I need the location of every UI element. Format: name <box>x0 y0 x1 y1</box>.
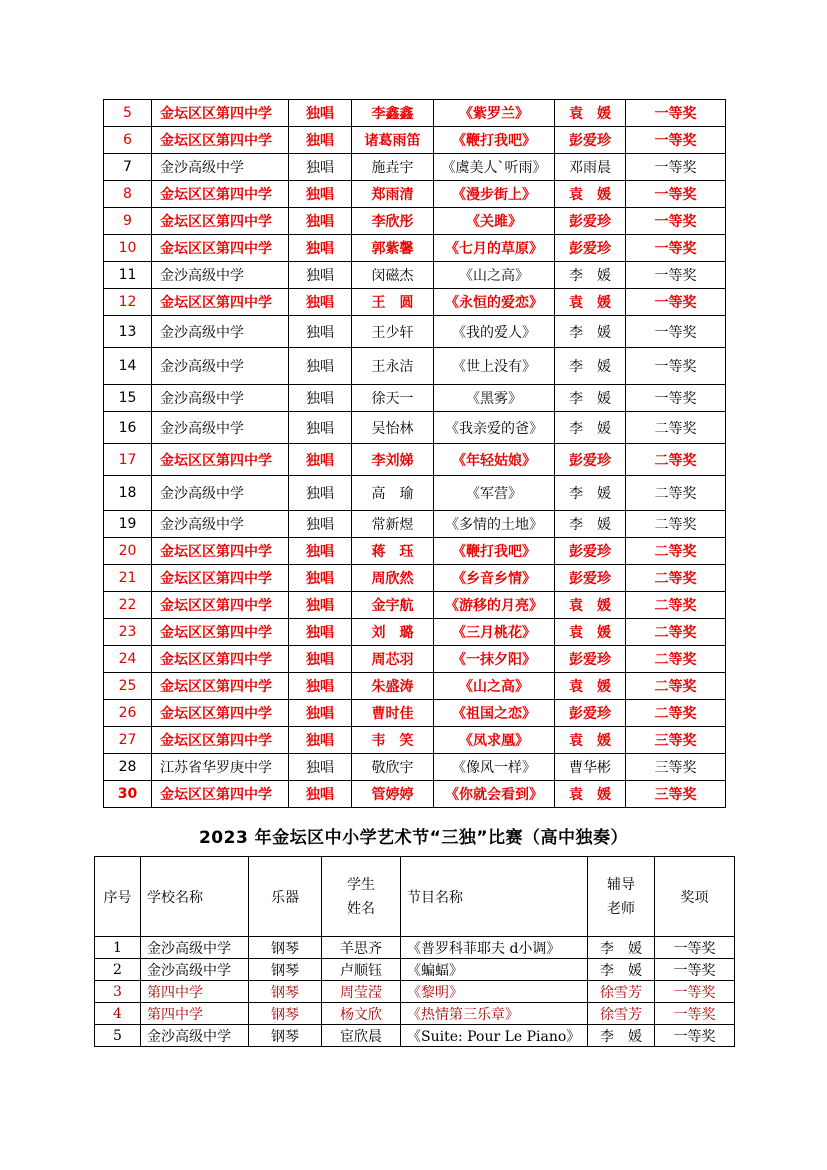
cell-type: 独唱 <box>289 444 352 476</box>
cell-award: 一等奖 <box>626 262 726 289</box>
table-row <box>95 981 735 1003</box>
cell-school: 金沙高级中学 <box>152 412 289 444</box>
cell-program: 《世上没有》 <box>434 348 555 385</box>
cell-school: 金沙高级中学 <box>152 511 289 538</box>
cell-school: 金沙高级中学 <box>141 1025 249 1047</box>
cell-type: 独唱 <box>289 235 352 262</box>
cell-teacher: 袁 媛 <box>555 673 626 700</box>
cell-teacher: 袁 媛 <box>555 592 626 619</box>
table-row <box>104 235 726 262</box>
cell-student: 金宇航 <box>352 592 434 619</box>
cell-award: 二等奖 <box>626 538 726 565</box>
cell-school: 金沙高级中学 <box>152 154 289 181</box>
cell-no: 3 <box>95 981 141 1003</box>
cell-award: 二等奖 <box>626 511 726 538</box>
cell-no: 17 <box>104 444 152 476</box>
table-row <box>104 781 726 808</box>
cell-student: 宦欣晨 <box>322 1025 401 1047</box>
cell-type: 独唱 <box>289 673 352 700</box>
cell-award: 二等奖 <box>626 592 726 619</box>
cell-no: 11 <box>104 262 152 289</box>
cell-school: 金沙高级中学 <box>152 316 289 348</box>
cell-award: 一等奖 <box>655 959 735 981</box>
cell-award: 二等奖 <box>626 700 726 727</box>
cell-award: 一等奖 <box>626 208 726 235</box>
cell-teacher: 彭爱珍 <box>555 208 626 235</box>
cell-no: 13 <box>104 316 152 348</box>
cell-no: 30 <box>104 781 152 808</box>
table-row <box>104 100 726 127</box>
table-row <box>104 289 726 316</box>
cell-type: 独唱 <box>289 412 352 444</box>
cell-program: 《鞭打我吧》 <box>434 538 555 565</box>
cell-award: 一等奖 <box>626 154 726 181</box>
cell-student: 周莹滢 <box>322 981 401 1003</box>
cell-student: 郑雨清 <box>352 181 434 208</box>
table-row <box>104 476 726 511</box>
cell-instrument: 钢琴 <box>249 959 322 981</box>
header-teacher-line1: 辅导 <box>607 876 635 893</box>
cell-teacher: 李 媛 <box>555 348 626 385</box>
cell-no: 10 <box>104 235 152 262</box>
cell-teacher: 彭爱珍 <box>555 565 626 592</box>
cell-student: 高 瑜 <box>352 476 434 511</box>
instrumental-table <box>94 856 735 1047</box>
cell-type: 独唱 <box>289 511 352 538</box>
cell-program: 《永恒的爱恋》 <box>434 289 555 316</box>
cell-no: 16 <box>104 412 152 444</box>
cell-program: 《黑雾》 <box>434 385 555 412</box>
cell-no: 5 <box>104 100 152 127</box>
cell-teacher: 彭爱珍 <box>555 444 626 476</box>
cell-student: 吴怡林 <box>352 412 434 444</box>
cell-award: 一等奖 <box>626 235 726 262</box>
cell-school: 金沙高级中学 <box>152 385 289 412</box>
cell-school: 金坛区区第四中学 <box>152 673 289 700</box>
cell-no: 8 <box>104 181 152 208</box>
cell-type: 独唱 <box>289 565 352 592</box>
cell-type: 独唱 <box>289 592 352 619</box>
cell-student: 施垚宇 <box>352 154 434 181</box>
table-row <box>95 1003 735 1025</box>
cell-award: 一等奖 <box>626 385 726 412</box>
cell-teacher: 袁 媛 <box>555 781 626 808</box>
cell-program: 《我亲爱的爸》 <box>434 412 555 444</box>
cell-student: 周欣然 <box>352 565 434 592</box>
cell-no: 7 <box>104 154 152 181</box>
cell-instrument: 钢琴 <box>249 937 322 959</box>
cell-instrument: 钢琴 <box>249 1003 322 1025</box>
cell-program: 《漫步街上》 <box>434 181 555 208</box>
cell-school: 江苏省华罗庚中学 <box>152 754 289 781</box>
header-no: 序号 <box>95 857 141 937</box>
cell-student: 常新煜 <box>352 511 434 538</box>
table-row <box>104 700 726 727</box>
cell-school: 金坛区区第四中学 <box>152 208 289 235</box>
cell-type: 独唱 <box>289 476 352 511</box>
cell-award: 三等奖 <box>626 754 726 781</box>
cell-program: 《一抹夕阳》 <box>434 646 555 673</box>
cell-student: 蒋 珏 <box>352 538 434 565</box>
cell-program: 《年轻姑娘》 <box>434 444 555 476</box>
cell-award: 二等奖 <box>626 565 726 592</box>
table-row <box>104 444 726 476</box>
cell-program: 《Suite: Pour Le Piano》 <box>401 1025 588 1047</box>
table-row <box>104 154 726 181</box>
cell-school: 金坛区区第四中学 <box>152 100 289 127</box>
cell-award: 二等奖 <box>626 646 726 673</box>
cell-no: 28 <box>104 754 152 781</box>
cell-program: 《像风一样》 <box>434 754 555 781</box>
cell-student: 周芯羽 <box>352 646 434 673</box>
header-instrument: 乐器 <box>249 857 322 937</box>
instrumental-header-row <box>95 857 735 937</box>
table-row <box>104 646 726 673</box>
cell-student: 李刘娣 <box>352 444 434 476</box>
cell-program: 《关雎》 <box>434 208 555 235</box>
header-teacher-line2: 老师 <box>607 900 635 917</box>
cell-type: 独唱 <box>289 646 352 673</box>
cell-teacher: 彭爱珍 <box>555 538 626 565</box>
cell-type: 独唱 <box>289 208 352 235</box>
cell-type: 独唱 <box>289 385 352 412</box>
header-teacher <box>588 857 655 937</box>
cell-no: 14 <box>104 348 152 385</box>
cell-program: 《七月的草原》 <box>434 235 555 262</box>
cell-no: 1 <box>95 937 141 959</box>
cell-award: 一等奖 <box>655 981 735 1003</box>
cell-no: 21 <box>104 565 152 592</box>
cell-program: 《军营》 <box>434 476 555 511</box>
cell-teacher: 李 媛 <box>555 412 626 444</box>
cell-teacher: 李 媛 <box>588 937 655 959</box>
cell-student: 刘 璐 <box>352 619 434 646</box>
cell-teacher: 李 媛 <box>588 1025 655 1047</box>
cell-program: 《普罗科菲耶夫 d小调》 <box>401 937 588 959</box>
cell-no: 24 <box>104 646 152 673</box>
cell-type: 独唱 <box>289 700 352 727</box>
cell-student: 徐天一 <box>352 385 434 412</box>
cell-teacher: 李 媛 <box>555 262 626 289</box>
cell-school: 金沙高级中学 <box>152 262 289 289</box>
table-row <box>95 1025 735 1047</box>
cell-type: 独唱 <box>289 619 352 646</box>
cell-type: 独唱 <box>289 181 352 208</box>
cell-student: 王 圆 <box>352 289 434 316</box>
cell-student: 闵磁杰 <box>352 262 434 289</box>
cell-student: 曹时佳 <box>352 700 434 727</box>
table-row <box>104 262 726 289</box>
cell-teacher: 曹华彬 <box>555 754 626 781</box>
cell-school: 金沙高级中学 <box>152 476 289 511</box>
cell-type: 独唱 <box>289 289 352 316</box>
cell-program: 《紫罗兰》 <box>434 100 555 127</box>
cell-type: 独唱 <box>289 348 352 385</box>
cell-type: 独唱 <box>289 316 352 348</box>
cell-student: 朱盛涛 <box>352 673 434 700</box>
table-row <box>104 181 726 208</box>
cell-type: 独唱 <box>289 538 352 565</box>
table-row <box>104 754 726 781</box>
cell-no: 20 <box>104 538 152 565</box>
cell-award: 一等奖 <box>626 348 726 385</box>
cell-school: 金坛区区第四中学 <box>152 538 289 565</box>
cell-award: 一等奖 <box>626 289 726 316</box>
cell-student: 管婷婷 <box>352 781 434 808</box>
header-student-line2: 姓名 <box>347 900 375 917</box>
cell-no: 12 <box>104 289 152 316</box>
cell-no: 25 <box>104 673 152 700</box>
cell-school: 金坛区区第四中学 <box>152 592 289 619</box>
cell-award: 二等奖 <box>626 444 726 476</box>
cell-school: 第四中学 <box>141 1003 249 1025</box>
cell-type: 独唱 <box>289 100 352 127</box>
table-row <box>104 385 726 412</box>
cell-program: 《热情第三乐章》 <box>401 1003 588 1025</box>
cell-no: 6 <box>104 127 152 154</box>
cell-teacher: 徐雪芳 <box>588 1003 655 1025</box>
cell-program: 《山之高》 <box>434 262 555 289</box>
cell-student: 王永洁 <box>352 348 434 385</box>
cell-school: 第四中学 <box>141 981 249 1003</box>
cell-no: 26 <box>104 700 152 727</box>
table-row <box>104 673 726 700</box>
table-row <box>104 412 726 444</box>
cell-student: 杨文欣 <box>322 1003 401 1025</box>
cell-no: 18 <box>104 476 152 511</box>
table-row <box>95 937 735 959</box>
cell-program: 《游移的月亮》 <box>434 592 555 619</box>
cell-program: 《凤求凰》 <box>434 727 555 754</box>
cell-school: 金坛区区第四中学 <box>152 565 289 592</box>
cell-teacher: 李 媛 <box>555 511 626 538</box>
cell-school: 金沙高级中学 <box>141 937 249 959</box>
cell-teacher: 彭爱珍 <box>555 235 626 262</box>
cell-program: 《鞭打我吧》 <box>434 127 555 154</box>
header-student <box>322 857 401 937</box>
cell-teacher: 彭爱珍 <box>555 646 626 673</box>
cell-school: 金坛区区第四中学 <box>152 700 289 727</box>
cell-teacher: 李 媛 <box>555 316 626 348</box>
cell-teacher: 袁 媛 <box>555 181 626 208</box>
header-student-line1: 学生 <box>347 876 375 893</box>
cell-award: 一等奖 <box>626 316 726 348</box>
cell-teacher: 李 媛 <box>588 959 655 981</box>
cell-no: 5 <box>95 1025 141 1047</box>
table-row <box>104 592 726 619</box>
cell-award: 一等奖 <box>626 181 726 208</box>
cell-school: 金坛区区第四中学 <box>152 235 289 262</box>
cell-award: 一等奖 <box>655 1003 735 1025</box>
cell-award: 一等奖 <box>626 127 726 154</box>
cell-student: 敬欣宇 <box>352 754 434 781</box>
cell-program: 《乡音乡情》 <box>434 565 555 592</box>
cell-teacher: 邓雨晨 <box>555 154 626 181</box>
cell-type: 独唱 <box>289 727 352 754</box>
cell-program: 《蝙蝠》 <box>401 959 588 981</box>
cell-student: 韦 笑 <box>352 727 434 754</box>
cell-student: 卢顺钰 <box>322 959 401 981</box>
cell-no: 27 <box>104 727 152 754</box>
cell-award: 二等奖 <box>626 476 726 511</box>
cell-award: 一等奖 <box>655 1025 735 1047</box>
cell-type: 独唱 <box>289 127 352 154</box>
cell-instrument: 钢琴 <box>249 1025 322 1047</box>
cell-school: 金坛区区第四中学 <box>152 181 289 208</box>
cell-program: 《多情的土地》 <box>434 511 555 538</box>
cell-teacher: 李 媛 <box>555 476 626 511</box>
cell-student: 羊思齐 <box>322 937 401 959</box>
cell-teacher: 袁 媛 <box>555 727 626 754</box>
cell-teacher: 徐雪芳 <box>588 981 655 1003</box>
header-award: 奖项 <box>655 857 735 937</box>
cell-student: 李鑫鑫 <box>352 100 434 127</box>
cell-no: 9 <box>104 208 152 235</box>
cell-program: 《黎明》 <box>401 981 588 1003</box>
cell-teacher: 彭爱珍 <box>555 700 626 727</box>
table-row <box>95 959 735 981</box>
cell-award: 一等奖 <box>655 937 735 959</box>
table-row <box>104 511 726 538</box>
header-program: 节目名称 <box>401 857 588 937</box>
table-row <box>104 565 726 592</box>
table-row <box>104 619 726 646</box>
table-row <box>104 538 726 565</box>
solo-singing-table-body <box>104 100 726 808</box>
cell-no: 2 <box>95 959 141 981</box>
header-school: 学校名称 <box>141 857 249 937</box>
cell-no: 19 <box>104 511 152 538</box>
cell-program: 《我的爱人》 <box>434 316 555 348</box>
cell-school: 金沙高级中学 <box>141 959 249 981</box>
table-row <box>104 208 726 235</box>
table-row <box>104 348 726 385</box>
cell-program: 《祖国之恋》 <box>434 700 555 727</box>
cell-no: 15 <box>104 385 152 412</box>
cell-school: 金坛区区第四中学 <box>152 127 289 154</box>
table-row <box>104 316 726 348</box>
cell-student: 诸葛雨笛 <box>352 127 434 154</box>
cell-program: 《虞美人`听雨》 <box>434 154 555 181</box>
cell-program: 《山之高》 <box>434 673 555 700</box>
cell-type: 独唱 <box>289 262 352 289</box>
cell-award: 二等奖 <box>626 673 726 700</box>
cell-student: 郭紫馨 <box>352 235 434 262</box>
cell-school: 金坛区区第四中学 <box>152 781 289 808</box>
cell-award: 一等奖 <box>626 100 726 127</box>
cell-school: 金坛区区第四中学 <box>152 727 289 754</box>
cell-no: 4 <box>95 1003 141 1025</box>
cell-teacher: 袁 媛 <box>555 289 626 316</box>
cell-award: 二等奖 <box>626 619 726 646</box>
cell-no: 22 <box>104 592 152 619</box>
cell-school: 金坛区区第四中学 <box>152 619 289 646</box>
cell-award: 三等奖 <box>626 727 726 754</box>
cell-instrument: 钢琴 <box>249 981 322 1003</box>
cell-type: 独唱 <box>289 754 352 781</box>
cell-teacher: 袁 媛 <box>555 619 626 646</box>
solo-singing-table <box>103 99 726 808</box>
cell-award: 二等奖 <box>626 412 726 444</box>
instrumental-section-title: 2023 年金坛区中小学艺术节“三独”比赛（高中独奏） <box>198 828 629 848</box>
cell-type: 独唱 <box>289 154 352 181</box>
cell-school: 金坛区区第四中学 <box>152 289 289 316</box>
cell-teacher: 袁 媛 <box>555 100 626 127</box>
instrumental-table-body <box>95 937 735 1047</box>
table-row <box>104 727 726 754</box>
cell-no: 23 <box>104 619 152 646</box>
cell-student: 李欣彤 <box>352 208 434 235</box>
cell-school: 金沙高级中学 <box>152 348 289 385</box>
cell-program: 《你就会看到》 <box>434 781 555 808</box>
cell-program: 《三月桃花》 <box>434 619 555 646</box>
cell-student: 王少轩 <box>352 316 434 348</box>
cell-school: 金坛区区第四中学 <box>152 646 289 673</box>
cell-award: 三等奖 <box>626 781 726 808</box>
table-row <box>104 127 726 154</box>
cell-teacher: 彭爱珍 <box>555 127 626 154</box>
cell-school: 金坛区区第四中学 <box>152 444 289 476</box>
cell-teacher: 李 媛 <box>555 385 626 412</box>
cell-type: 独唱 <box>289 781 352 808</box>
